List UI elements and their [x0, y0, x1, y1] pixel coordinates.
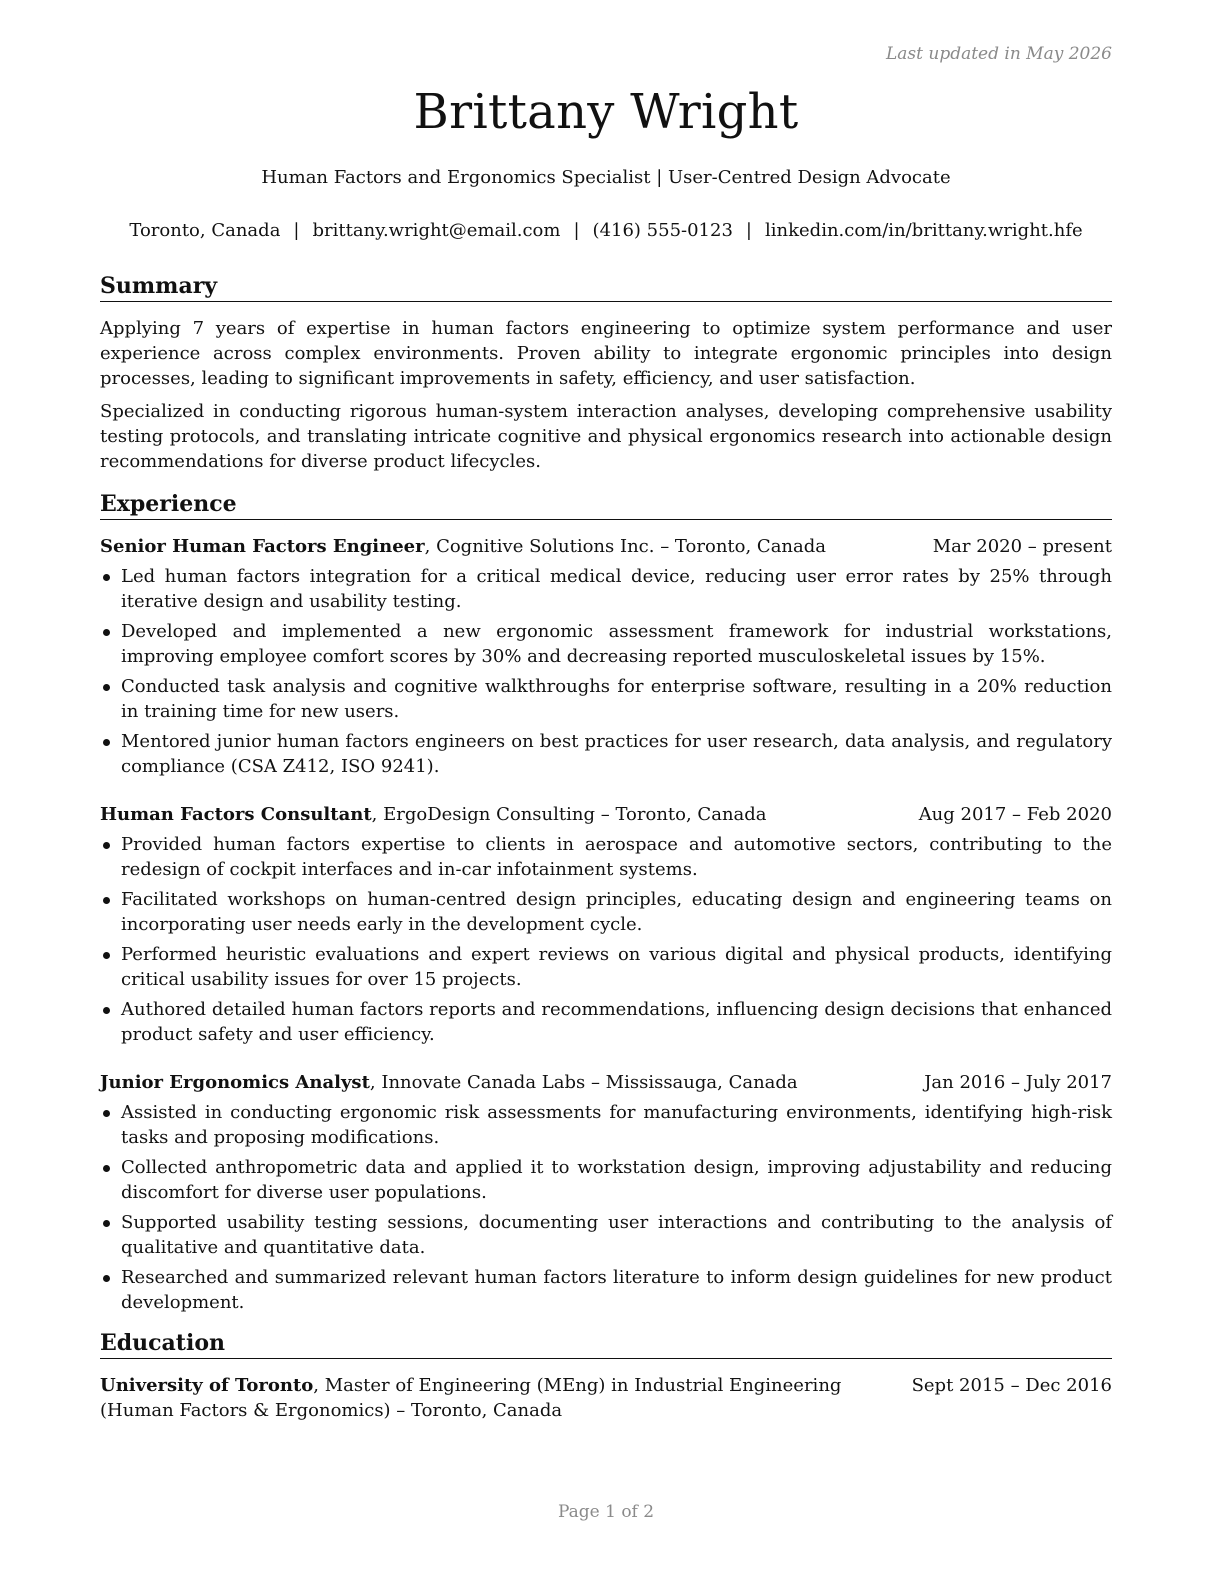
contact-separator: | [293, 220, 300, 241]
contact-line [100, 220, 1112, 241]
summary-paragraph: Applying 7 years of expertise in human factors engineering to optimize system performance and user experience across complex environments. Proven ability to integrate ergonomic principles into design processes, leading to significant improvements in safety, efficiency, and user satisfaction. [100, 318, 1112, 389]
job-role: Human Factors Consultant [100, 804, 372, 825]
list-item: Assisted in conducting ergonomic risk assessments for manufacturing environments, identifying high-risk tasks and proposing modifications. [100, 1100, 1112, 1150]
job-header [100, 802, 1112, 827]
contact-phone[interactable]: (416) 555-0123 [592, 220, 733, 241]
list-item: Authored detailed human factors reports and recommendations, influencing design decisions that enhanced product safety and user efficiency. [100, 997, 1112, 1047]
job-entry [100, 534, 1112, 779]
education-school: University of Toronto [100, 1375, 314, 1396]
job-entry [100, 802, 1112, 1047]
education-section [100, 1329, 1112, 1423]
list-item: Facilitated workshops on human-centred design principles, educating design and engineering teams on incorporating user needs early in the development cycle. [100, 887, 1112, 937]
job-header [100, 1070, 1112, 1095]
last-updated-note: Last updated in May 2026 [885, 44, 1112, 64]
education-detail: , Master of Engineering (MEng) in Industrial Engineering (Human Factors & Ergonomics) – Toronto, Canada [100, 1375, 842, 1421]
job-organization: , ErgoDesign Consulting – Toronto, Canada [371, 804, 767, 825]
list-item: Supported usability testing sessions, documenting user interactions and contributing to the analysis of qualitative and quantitative data. [100, 1210, 1112, 1260]
bullet-icon [103, 952, 110, 959]
section-title: Experience [100, 490, 1112, 520]
bullet-icon [103, 1165, 110, 1172]
list-item: Performed heuristic evaluations and expert reviews on various digital and physical products, identifying critical usability issues for over 15 projects. [100, 942, 1112, 992]
experience-section [100, 490, 1112, 1315]
job-dates: Aug 2017 – Feb 2020 [918, 804, 1112, 825]
summary-paragraph: Specialized in conducting rigorous human-system interaction analyses, developing comprehensive usability testing protocols, and translating intricate cognitive and physical ergonomics research into actionable design recommendations for diverse product lifecycles. [100, 401, 1112, 472]
bullet-icon [103, 1110, 110, 1117]
bullet-icon [103, 1275, 110, 1282]
bullet-icon [103, 629, 110, 636]
bullet-icon [103, 1220, 110, 1227]
education-entry [100, 1373, 1112, 1423]
contact-linkedin[interactable]: linkedin.com/in/brittany.wright.hfe [765, 220, 1083, 241]
job-bullets [100, 1100, 1112, 1315]
list-item: Conducted task analysis and cognitive walkthroughs for enterprise software, resulting in a 20% reduction in training time for new users. [100, 674, 1112, 724]
list-item: Led human factors integration for a critical medical device, reducing user error rates by 25% through iterative design and usability testing. [100, 564, 1112, 614]
bullet-icon [103, 574, 110, 581]
job-dates: Mar 2020 – present [932, 536, 1112, 557]
job-role: Junior Ergonomics Analyst [100, 1072, 370, 1093]
bullet-icon [103, 897, 110, 904]
job-header [100, 534, 1112, 559]
bullet-icon [103, 684, 110, 691]
headline: Human Factors and Ergonomics Specialist | User-Centred Design Advocate [261, 167, 951, 188]
page-number: Page 1 of 2 [557, 1502, 655, 1522]
job-entry [100, 1070, 1112, 1315]
section-title: Education [100, 1329, 1112, 1359]
education-dates: Sept 2015 – Dec 2016 [911, 1375, 1112, 1396]
list-item: Collected anthropometric data and applied it to workstation design, improving adjustability and reducing discomfort for diverse user populations. [100, 1155, 1112, 1205]
bullet-icon [103, 739, 110, 746]
bullet-icon [103, 842, 110, 849]
list-item: Developed and implemented a new ergonomic assessment framework for industrial workstations, improving employee comfort scores by 30% and decreasing reported musculoskeletal issues by 15%. [100, 619, 1112, 669]
job-bullets [100, 832, 1112, 1047]
job-bullets [100, 564, 1112, 779]
list-item: Provided human factors expertise to clients in aerospace and automotive sectors, contributing to the redesign of cockpit interfaces and in-car infotainment systems. [100, 832, 1112, 882]
job-role: Senior Human Factors Engineer [100, 536, 425, 557]
job-organization: , Innovate Canada Labs – Mississauga, Canada [369, 1072, 798, 1093]
contact-location: Toronto, Canada [129, 220, 281, 241]
section-title: Summary [100, 272, 1112, 302]
contact-separator: | [573, 220, 580, 241]
summary-section [100, 272, 1112, 474]
job-dates: Jan 2016 – July 2017 [924, 1072, 1112, 1093]
list-item: Mentored junior human factors engineers on best practices for user research, data analysis, and regulatory compliance (CSA Z412, ISO 9241). [100, 729, 1112, 779]
bullet-icon [103, 1007, 110, 1014]
candidate-name: Brittany Wright [413, 84, 799, 140]
contact-email[interactable]: brittany.wright@email.com [312, 220, 561, 241]
contact-separator: | [745, 220, 752, 241]
list-item: Researched and summarized relevant human factors literature to inform design guidelines for new product development. [100, 1265, 1112, 1315]
job-organization: , Cognitive Solutions Inc. – Toronto, Canada [424, 536, 827, 557]
